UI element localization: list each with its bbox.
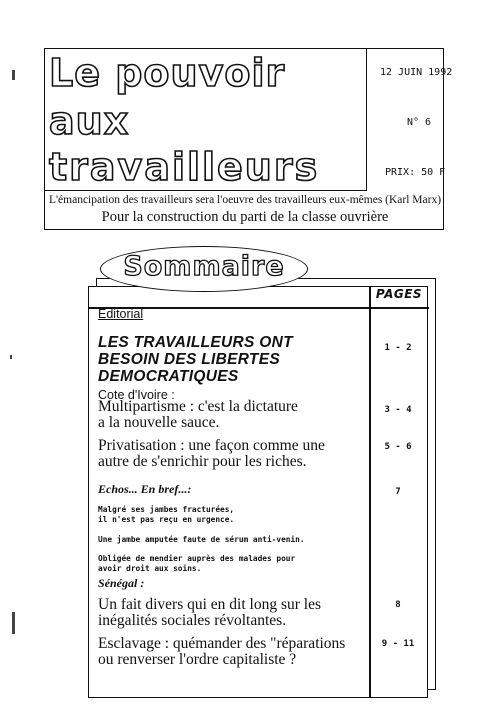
title-line-1: Le pouvoir [49, 51, 286, 95]
article-esclavage [98, 636, 345, 668]
title-line-2: aux [49, 99, 130, 143]
scan-speck [10, 355, 12, 359]
scan-speck [12, 612, 15, 634]
article-privatisation [98, 438, 325, 470]
title-box [45, 49, 367, 191]
note-line: il n'est pas reçu en urgence. [98, 515, 235, 524]
article-line: a la nouvelle sauce. [98, 414, 220, 431]
tagline: Pour la construction du parti de la classe ouvrière [101, 209, 389, 225]
lead-line-3: DEMOCRATIQUES [98, 368, 239, 385]
masthead [44, 48, 453, 230]
article-line: Esclavage : quémander des "réparations [98, 635, 346, 652]
section-cote-divoire: Cote d'Ivoire : [98, 388, 175, 402]
note-line: Malgré ses jambes fracturées, [98, 505, 235, 514]
page-ref-esclavage: 9 - 11 [381, 639, 415, 649]
issue-price: PRIX: 50 F [385, 167, 446, 178]
editorial-heading: Editorial [98, 307, 144, 321]
article-multipartisme [98, 399, 298, 431]
page-ref-lead: 1 - 2 [384, 343, 412, 353]
brief-note-1 [98, 505, 234, 525]
brief-note-2: Une jambe amputée faute de sérum anti-venin. [98, 535, 305, 544]
pages-header: PAGES [375, 287, 423, 301]
lead-article [98, 334, 293, 385]
issue-number: N° 6 [407, 117, 432, 128]
article-line: inégalités sociales révoltantes. [98, 612, 287, 629]
title-line-3: travailleurs [49, 145, 320, 189]
page-ref-privatisation: 5 - 6 [384, 442, 412, 452]
article-fait-divers [98, 597, 321, 629]
note-line: avoir droit aux soins. [98, 564, 202, 573]
note-line: Obligée de mendier auprès des malades pour [98, 554, 296, 563]
page-ref-echos: 7 [395, 487, 401, 497]
article-line: autre de s'enrichir pour les riches. [98, 453, 307, 470]
page-ref-multipartisme: 3 - 4 [384, 405, 412, 415]
article-line: ou renverser l'ordre capitaliste ? [98, 651, 297, 668]
section-senegal: Sénégal : [98, 576, 145, 590]
article-line: Privatisation : une façon comme une [98, 437, 325, 454]
article-line: Un fait divers qui en dit long sur les [98, 596, 321, 613]
section-echos: Echos... En bref...: [98, 482, 192, 496]
issue-date: 12 JUIN 1992 [380, 67, 453, 78]
motto: L'émancipation des travailleurs sera l'oeuvre des travailleurs eux-mêmes (Karl Marx) [48, 194, 442, 206]
article-line: Multipartisme : c'est la dictature [98, 398, 298, 415]
lead-line-1: LES TRAVAILLEURS ONT [98, 334, 293, 351]
sommaire-title: Sommaire [123, 251, 285, 282]
page-ref-fait-divers: 8 [395, 600, 401, 610]
lead-line-2: BESOIN DES LIBERTES [98, 351, 280, 368]
brief-note-3 [98, 554, 295, 574]
scan-speck [12, 70, 15, 80]
sommaire-banner [100, 246, 308, 292]
